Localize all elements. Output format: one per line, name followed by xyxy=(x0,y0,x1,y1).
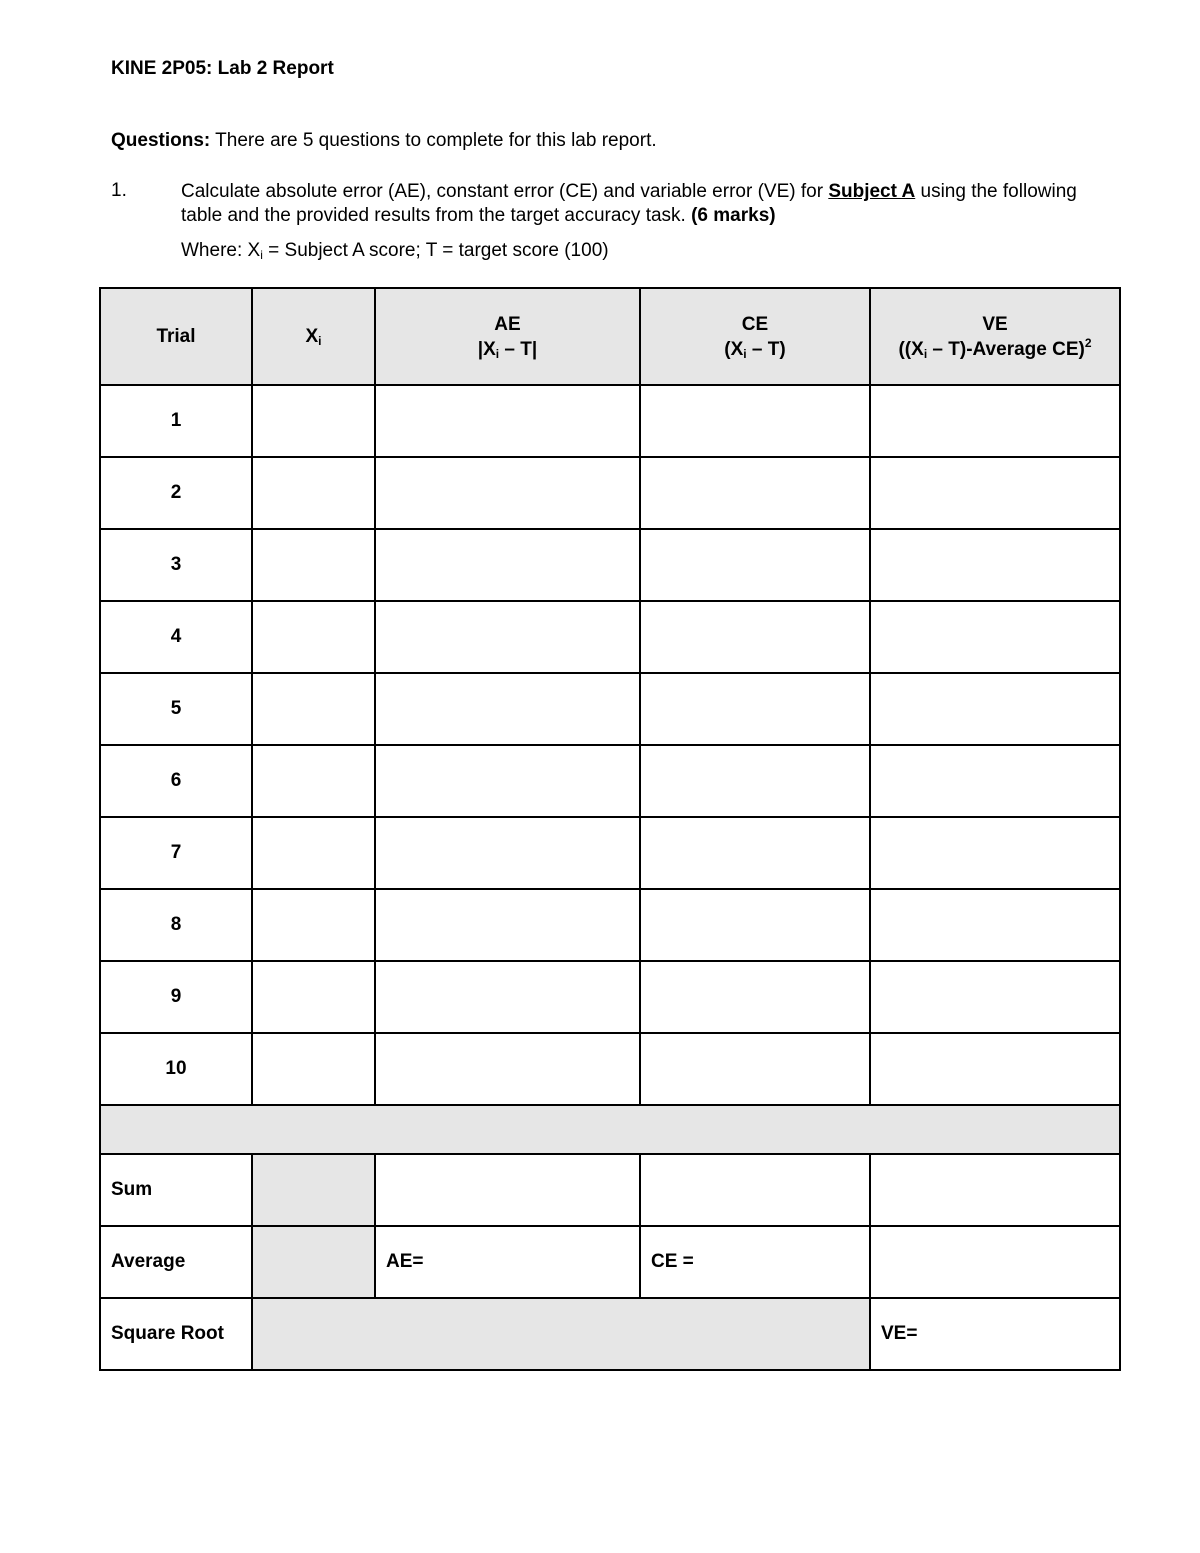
trial-row xyxy=(100,385,1120,457)
ve-formula-sub: i xyxy=(923,346,928,361)
ce-cell[interactable] xyxy=(640,745,870,817)
trial-row xyxy=(100,529,1120,601)
xi-cell[interactable] xyxy=(252,457,375,529)
header-ve-title: VE xyxy=(982,313,1008,335)
ve-formula-b: – T)-Average CE) xyxy=(927,338,1085,360)
ce-cell[interactable] xyxy=(640,529,870,601)
header-ve xyxy=(870,288,1120,385)
ae-cell[interactable] xyxy=(375,745,640,817)
ve-cell[interactable] xyxy=(870,457,1120,529)
spacer-cell xyxy=(100,1105,1120,1154)
ce-cell[interactable] xyxy=(640,673,870,745)
xi-cell[interactable] xyxy=(252,601,375,673)
header-ae-formula xyxy=(376,337,639,362)
trial-number: 9 xyxy=(100,961,252,1033)
trial-number: 6 xyxy=(100,745,252,817)
header-trial: Trial xyxy=(100,288,252,385)
header-ae-title: AE xyxy=(494,313,521,335)
spacer-row xyxy=(100,1105,1120,1154)
header-ce-formula xyxy=(641,337,869,362)
ve-cell[interactable] xyxy=(870,1033,1120,1105)
average-ce-cell[interactable]: CE = xyxy=(640,1226,870,1298)
document-title: KINE 2P05: Lab 2 Report xyxy=(111,58,334,79)
ve-cell[interactable] xyxy=(870,385,1120,457)
trial-number: 8 xyxy=(100,889,252,961)
ae-formula-a: |X xyxy=(477,338,496,360)
questions-intro xyxy=(111,130,657,152)
ae-cell[interactable] xyxy=(375,961,640,1033)
ce-formula-sub: i xyxy=(743,346,747,361)
ce-cell[interactable] xyxy=(640,385,870,457)
question-1-text xyxy=(181,180,1121,228)
ce-cell[interactable] xyxy=(640,457,870,529)
trial-number: 10 xyxy=(100,1033,252,1105)
question-number: 1. xyxy=(111,180,127,201)
square-root-ve-cell[interactable]: VE= xyxy=(870,1298,1120,1370)
header-ce xyxy=(640,288,870,385)
square-root-shaded xyxy=(252,1298,870,1370)
header-xi-sub: i xyxy=(318,334,322,348)
ae-cell[interactable] xyxy=(375,817,640,889)
sum-ve-cell[interactable] xyxy=(870,1154,1120,1226)
ce-cell[interactable] xyxy=(640,889,870,961)
xi-cell[interactable] xyxy=(252,673,375,745)
q1-marks: (6 marks) xyxy=(691,205,776,226)
trial-number: 3 xyxy=(100,529,252,601)
ae-cell[interactable] xyxy=(375,457,640,529)
xi-cell[interactable] xyxy=(252,385,375,457)
ce-cell[interactable] xyxy=(640,1033,870,1105)
sum-ae-cell[interactable] xyxy=(375,1154,640,1226)
where-part-a: Where: X xyxy=(181,240,261,261)
trial-number: 5 xyxy=(100,673,252,745)
trial-number: 4 xyxy=(100,601,252,673)
header-row xyxy=(100,288,1120,385)
trial-row xyxy=(100,961,1120,1033)
ve-cell[interactable] xyxy=(870,673,1120,745)
sum-xi-shaded xyxy=(252,1154,375,1226)
trial-row xyxy=(100,1033,1120,1105)
ae-cell[interactable] xyxy=(375,529,640,601)
ae-cell[interactable] xyxy=(375,1033,640,1105)
q1-subject: Subject A xyxy=(828,181,916,202)
ce-cell[interactable] xyxy=(640,817,870,889)
header-ve-formula xyxy=(871,337,1119,362)
xi-cell[interactable] xyxy=(252,961,375,1033)
trial-number: 1 xyxy=(100,385,252,457)
ve-formula-a: ((X xyxy=(898,338,924,360)
average-xi-shaded xyxy=(252,1226,375,1298)
square-root-label: Square Root xyxy=(100,1298,252,1370)
trial-row xyxy=(100,817,1120,889)
trial-number: 7 xyxy=(100,817,252,889)
ae-cell[interactable] xyxy=(375,385,640,457)
ve-cell[interactable] xyxy=(870,889,1120,961)
sum-ce-cell[interactable] xyxy=(640,1154,870,1226)
trial-row xyxy=(100,745,1120,817)
ce-cell[interactable] xyxy=(640,961,870,1033)
where-subscript: i xyxy=(260,248,263,262)
ae-cell[interactable] xyxy=(375,889,640,961)
xi-cell[interactable] xyxy=(252,529,375,601)
q1-text-part-a: Calculate absolute error (AE), constant error (CE) and variable error (VE) for xyxy=(181,181,829,202)
ve-cell[interactable] xyxy=(870,745,1120,817)
trial-row xyxy=(100,889,1120,961)
ce-formula-a: (X xyxy=(724,338,744,360)
header-xi xyxy=(252,288,375,385)
error-table xyxy=(99,287,1121,1371)
ve-cell[interactable] xyxy=(870,961,1120,1033)
ae-cell[interactable] xyxy=(375,673,640,745)
trial-number: 2 xyxy=(100,457,252,529)
ae-formula-b: – T| xyxy=(499,338,538,360)
q1-text-part-b: using the following table and the provided results from the target accuracy task. xyxy=(181,181,1077,226)
where-part-b: = Subject A score; T = target score (100) xyxy=(262,240,609,261)
ve-cell[interactable] xyxy=(870,529,1120,601)
average-ae-cell[interactable]: AE= xyxy=(375,1226,640,1298)
xi-cell[interactable] xyxy=(252,889,375,961)
average-row xyxy=(100,1226,1120,1298)
ce-formula-b: – T) xyxy=(746,338,786,360)
sum-row xyxy=(100,1154,1120,1226)
trial-row xyxy=(100,457,1120,529)
trial-row xyxy=(100,601,1120,673)
questions-text: There are 5 questions to complete for this lab report. xyxy=(210,130,657,151)
ve-cell[interactable] xyxy=(870,601,1120,673)
ce-cell[interactable] xyxy=(640,601,870,673)
sum-label: Sum xyxy=(100,1154,252,1226)
xi-cell[interactable] xyxy=(252,1033,375,1105)
trial-row xyxy=(100,673,1120,745)
xi-cell[interactable] xyxy=(252,817,375,889)
questions-label: Questions: xyxy=(111,130,211,151)
header-ae xyxy=(375,288,640,385)
where-line xyxy=(181,240,609,262)
xi-cell[interactable] xyxy=(252,745,375,817)
ae-formula-sub: i xyxy=(495,346,500,361)
average-ve-cell[interactable] xyxy=(870,1226,1120,1298)
header-ce-title: CE xyxy=(741,313,769,335)
ve-cell[interactable] xyxy=(870,817,1120,889)
header-xi-label: X xyxy=(305,326,319,347)
ae-cell[interactable] xyxy=(375,601,640,673)
average-label: Average xyxy=(100,1226,252,1298)
ve-formula-sup: 2 xyxy=(1084,335,1092,350)
square-root-row xyxy=(100,1298,1120,1370)
